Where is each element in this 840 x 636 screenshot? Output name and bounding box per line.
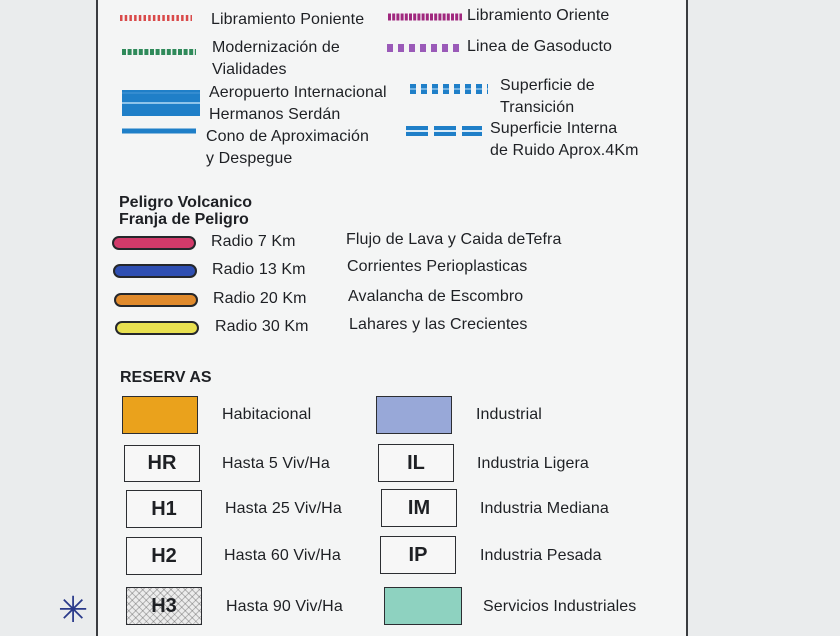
code-ip: IP <box>380 536 456 574</box>
code-h1: H1 <box>126 490 202 528</box>
label-superficie-interna-ruido: Superficie Interna de Ruido Aprox.4Km <box>490 120 639 159</box>
radius-13-hazard: Corrientes Perioplasticas <box>347 258 528 275</box>
label-modernizacion-vialidades: Modernización de Vialidades <box>212 39 340 78</box>
label-cono-aproximacion: Cono de Aproximación y Despegue <box>206 128 369 167</box>
label-aeropuerto: Aeropuerto Internacional Hermanos Serdán <box>209 84 387 123</box>
code-h3: H3 <box>126 587 202 625</box>
radius-20-hazard: Avalancha de Escombro <box>348 288 524 305</box>
radius-13-swatch <box>113 264 197 278</box>
label-libramiento-poniente: Libramiento Poniente <box>211 11 365 28</box>
radius-20-swatch <box>114 293 198 307</box>
servicios-swatch <box>384 587 462 625</box>
dashed-red-line-icon <box>120 15 192 21</box>
radius-30-hazard: Lahares y las Crecientes <box>349 316 528 333</box>
h1-label: Hasta 25 Viv/Ha <box>225 500 342 517</box>
volcanic-subtitle: Franja de Peligro <box>119 211 249 228</box>
industrial-swatch <box>376 396 452 434</box>
h2-label: Hasta 60 Viv/Ha <box>224 547 341 564</box>
reservas-title: RESERV AS <box>120 369 212 386</box>
servicios-label: Servicios Industriales <box>483 598 637 615</box>
radius-7-hazard: Flujo de Lava y Caida deTefra <box>346 231 562 248</box>
asterisk-icon: ✳ <box>58 589 89 630</box>
im-label: Industria Mediana <box>480 500 609 517</box>
code-im: IM <box>381 489 457 527</box>
code-h2: H2 <box>126 537 202 575</box>
label-superficie-transicion: Superficie de Transición <box>500 77 595 116</box>
industrial-label: Industrial <box>476 406 542 423</box>
il-label: Industria Ligera <box>477 455 589 472</box>
airport-band-icon <box>122 90 200 116</box>
radius-30-label: Radio 30 Km <box>215 318 309 335</box>
h3-label: Hasta 90 Viv/Ha <box>226 598 343 615</box>
ip-label: Industria Pesada <box>480 547 602 564</box>
habitacional-swatch <box>122 396 198 434</box>
label-libramiento-oriente: Libramiento Oriente <box>467 7 610 24</box>
radius-30-swatch <box>115 321 199 335</box>
habitacional-label: Habitacional <box>222 406 312 423</box>
radius-13-label: Radio 13 Km <box>212 261 306 278</box>
code-il: IL <box>378 444 454 482</box>
volcanic-title: Peligro Volcanico <box>119 194 253 211</box>
label-linea-gasoducto: Linea de Gasoducto <box>467 38 613 55</box>
radius-7-label: Radio 7 Km <box>211 233 296 250</box>
radius-7-swatch <box>112 236 196 250</box>
code-hr: HR <box>124 445 200 482</box>
radius-20-label: Radio 20 Km <box>213 290 307 307</box>
hr-label: Hasta 5 Viv/Ha <box>222 455 330 472</box>
